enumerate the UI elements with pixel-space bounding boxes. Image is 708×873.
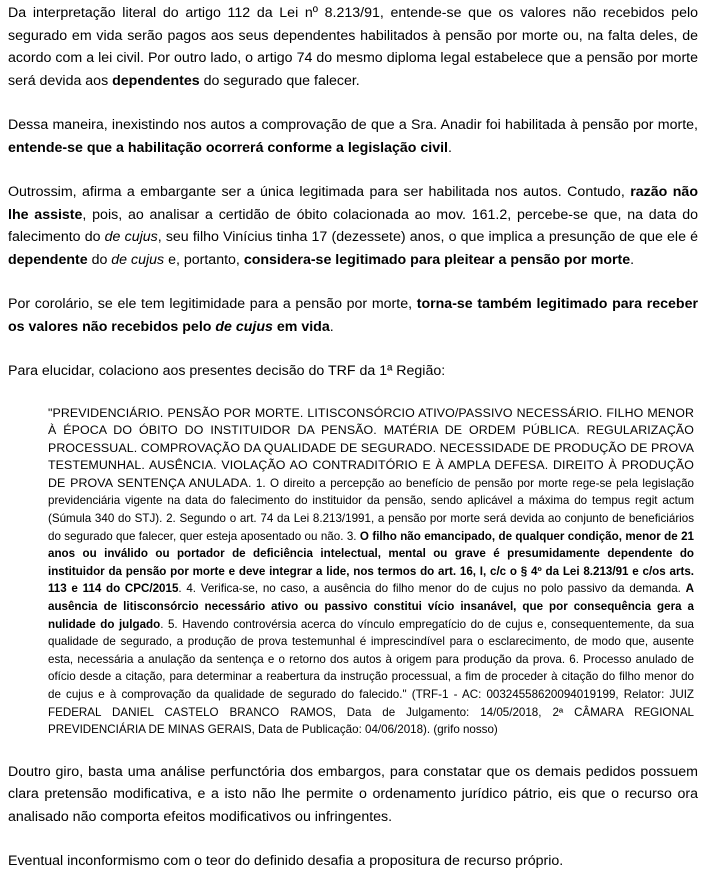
text: Dessa maneira, inexistindo nos autos a comprovação de que a Sra. Anadir foi habilitada à pensão por morte, [8, 117, 698, 133]
text: do [87, 251, 112, 268]
bold-text: considera-se legitimado para pleitear a pensão por morte [243, 251, 631, 268]
bold-text: A ausência de litisconsórcio necessário ativo ou passivo constitui vício insanável, que por consequência gera a nulidade do julgado [48, 582, 694, 631]
text: 1. O direito a percepção ao benefício de pensão por morte rege-se pela legislação previdenciária vigente na data do falecimento do instituidor da pensão, sendo aplicável a máxima do tempus regit actum (Súmula 340 do STJ). 2. Segundo o art. 74 da Lei 8.213/1991, a pensão por morte será devida ao conjunto de beneficiários do segurado que falecer, quer esteja aposentado ou não. 3. [48, 476, 694, 543]
bold-text: dependentes [112, 72, 200, 89]
text: , pois, ao analisar a certidão de óbito colacionada ao mov. 161.2, percebe-se que, na data do falecimento do [8, 206, 698, 245]
paragraph-3 [8, 181, 698, 271]
bold-text: dependente [8, 251, 88, 268]
text: Para elucidar, colaciono aos presentes decisão do TRF da 1ª Região: [8, 363, 446, 379]
text: . [447, 139, 452, 156]
jurisprudence-quote [48, 405, 694, 739]
text: . [630, 251, 635, 268]
quote-header: "PREVIDENCIÁRIO. PENSÃO POR MORTE. LITISCONSÓRCIO ATIVO/PASSIVO NECESSÁRIO. FILHO MENOR À ÉPOCA DO ÓBITO DO INSTITUIDOR DA PENSÃO. MATÉRIA DE ORDEM PÚBLICA. REGULARIZAÇÃO PROCESSUAL. COMPROVAÇÃO DA QUALIDADE DE SEGURADO. NECESSIDADE DE PRODUÇÃO DE PROVA TESTEMUNHAL. AUSÊNCIA. VIOLAÇÃO AO CONTRADITÓRIO E À AMPLA DEFESA. DIREITO À PRODUÇÃO DE PROVA SENTENÇA ANULADA. [48, 405, 694, 490]
text: , seu filho Vinícius tinha 17 (dezessete) anos, o que implica a presunção de que ele é [157, 229, 699, 245]
bold-text: razão não lhe assiste [8, 184, 698, 223]
text: Eventual inconformismo com o teor do definido desafia a propositura de recurso próprio. [8, 853, 564, 870]
citation-reference: (TRF-1 - AC: 00324558620094019199, Relator: JUIZ FEDERAL DANIEL CASTELO BRANCO RAMOS, Data de Julgamento: 14/05/2018, 2ª CÂMARA REGIONAL PREVIDENCIÁRIA DE MINAS GERAIS, Data de Publicação: 04/06/2018). [48, 688, 694, 737]
bold-italic-text: de cujus [215, 318, 273, 335]
bold-text: O filho não emancipado, de qualquer condição, menor de 21 anos ou inválido ou portador de deficiência intelectual, mental ou grave é presumidamente dependente do instituidor da pensão por morte e deve integrar a lide, nos termos do art. 16, I, c/c o § 4º da Lei 8.213/91 e c/os arts. 113 e 114 do CPC/2015 [48, 529, 694, 596]
paragraph-1 [8, 2, 698, 92]
paragraph-7 [8, 850, 698, 873]
text: do segurado que falecer. [199, 72, 360, 89]
text: . [329, 318, 334, 335]
paragraph-6 [8, 761, 698, 829]
text: Doutro giro, basta uma análise perfunctória dos embargos, para constatar que os demais pedidos possuem clara pretensão modificativa, e a isto não lhe permite o ordenamento jurídico pátrio, eis que o recurso ora analisado não comporta efeitos modificativos ou infringentes. [8, 763, 698, 825]
text: (grifo nosso) [430, 723, 498, 737]
paragraph-4 [8, 293, 698, 338]
paragraph-2 [8, 114, 698, 159]
text: e, portanto, [164, 251, 244, 268]
italic-text: de cujus [104, 229, 158, 245]
bold-text: entende-se que a habilitação ocorrerá conforme a legislação civil [8, 139, 448, 156]
text: Da interpretação literal do artigo 112 da Lei nº 8.213/91, entende-se que os valores não recebidos pelo segurado em vida serão pagos aos seus dependentes habilitados à pensão por morte ou, na falta deles, de acordo com a lei civil. Por outro lado, o artigo 74 do mesmo diploma legal estabelece que a pensão por morte será devida aos [8, 5, 698, 89]
text: . 5. Havendo controvérsia acerca do vínculo empregatício do de cujus e, consequentemente, da sua qualidade de segurado, a produção de prova testemunhal é imprescindível para o esclarecimento, de modo que, ausente esta, necessária a anulação da sentença e o retorno dos autos à origem para produção da prova. 6. Processo anulado de ofício desde a citação, para determinar a reabertura da instrução processual, a fim de proceder à citação do filho menor do de cujus e à comprovação da qualidade de segurado do falecido." [48, 617, 694, 701]
bold-text: em vida [272, 318, 330, 335]
bold-text: torna-se também legitimado para receber os valores não recebidos pelo [8, 296, 698, 335]
text: Por corolário, se ele tem legitimidade para a pensão por morte, [8, 296, 417, 312]
italic-text: de cujus [111, 251, 165, 268]
text: Outrossim, afirma a embargante ser a única legitimada para ser habilitada nos autos. Contudo, [8, 184, 631, 200]
text: . 4. Verifica-se, no caso, a ausência do filho menor do de cujus no polo passivo da demanda. [178, 582, 686, 596]
paragraph-5 [8, 360, 698, 383]
